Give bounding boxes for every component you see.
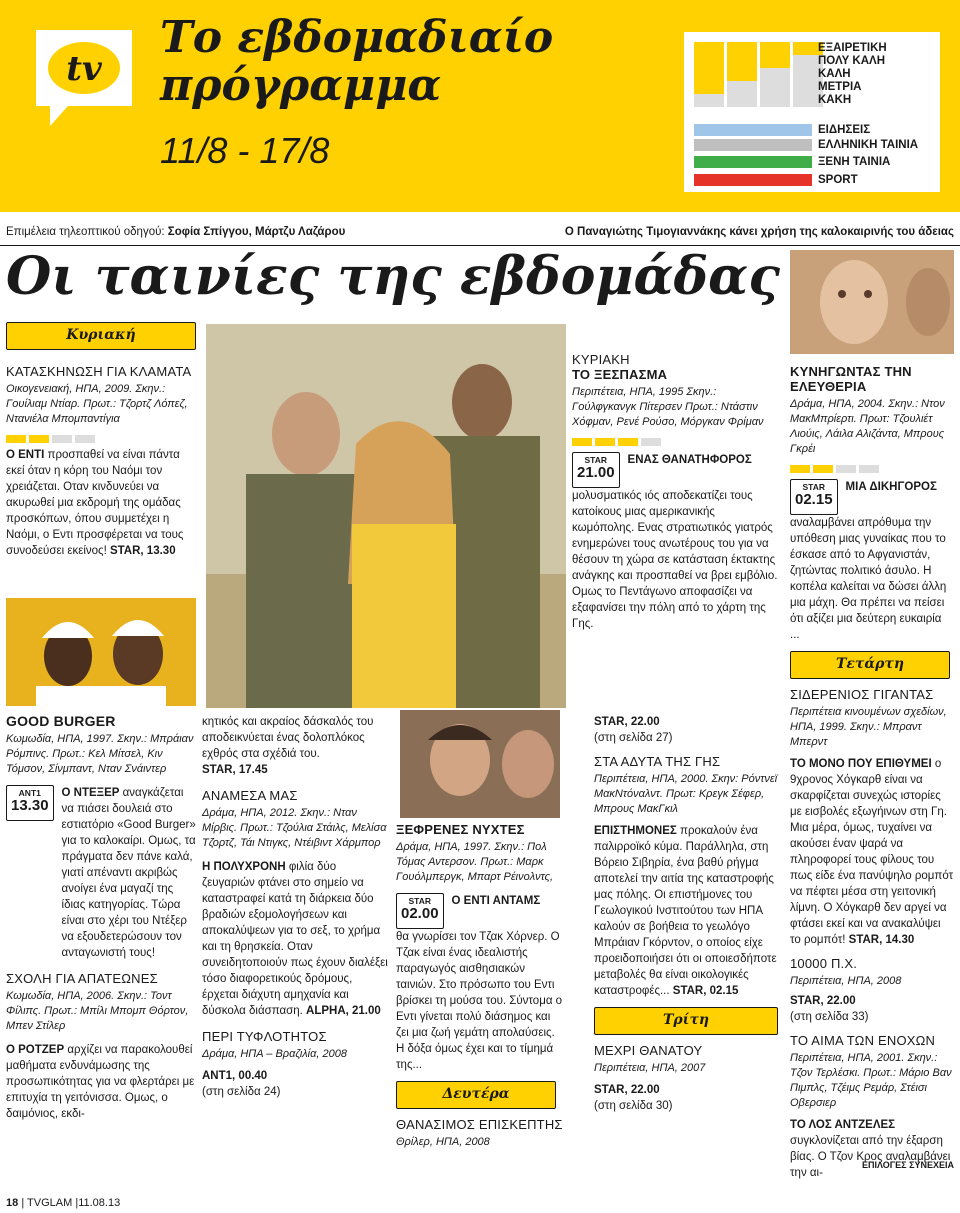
movie-title: ΚΥΝΗΓΩΝΤΑΣ ΤΗΝ ΕΛΕΥΘΕΡΙΑ	[790, 364, 912, 394]
movie-slot: STAR, 13.30	[109, 545, 176, 557]
movie-title: ΤΟ ΞΕΣΠΑΣΜΑ	[572, 367, 668, 382]
channel-badge: STAR 02.15	[790, 479, 838, 515]
logo-text: tv	[66, 49, 102, 89]
movie-meta: Δράμα, ΗΠΑ, 2004. Σκην.: Ντον ΜακΜπρίερτι. Πρωτ: Τζουλιέτ Λιούις, Λάιλα Αλιζάντα, Μπρους Γκρέι	[790, 398, 945, 455]
genre-greek-film: ΕΛΛΗΝΙΚΗ ΤΑΙΝΙΑ	[818, 139, 919, 151]
rating-bad: ΚΑΚΗ	[818, 94, 852, 106]
movie-meta: Περιπέτεια, ΗΠΑ, 2008	[790, 975, 902, 987]
page-number: 18	[6, 1197, 19, 1209]
channel-badge: STAR 21.00	[572, 452, 620, 488]
column-4	[594, 714, 780, 1114]
movie-title: ΣΧΟΛΗ ΓΙΑ ΑΠΑΤΕΩΝΕΣ	[6, 971, 158, 986]
movie-slot: ALPHA, 21.00	[306, 1005, 381, 1017]
movie-description: κητικός και ακραίος δάσκαλός του αποδεικνύεται ένας δολοπλόκος εχθρός στα σχέδιά του.	[202, 716, 374, 760]
movie-meta: Κωμωδία, ΗΠΑ, 2006. Σκην.: Τοντ Φίλιπς. Πρωτ.: Μπίλι Μπομπ Θόρτον, Μπεν Στίλερ	[6, 990, 189, 1032]
page-reference: (στη σελίδα 27)	[594, 732, 673, 744]
movie-description: αναλαμβάνει απρόθυμα την υπόθεση μιας γυναίκας που το έσκασε από το Αφγανιστάν, ζητώντας πολιτικό άσυλο. Η κοπέλα καλείται να δώσει άλλη μια μάχη. Θα πρέπει να πείσει ότι αξίζει μια δεύτερη ευκαιρία ...	[790, 517, 947, 641]
movie-description: ΤΟ ΛΟΣ ΑΝΤΖΕΛΕΣ συγκλονίζεται από την έξαρση βίας. Ο Τζον Κρος αναλαμβάνει την αι-	[790, 1119, 951, 1179]
movie-meta: Περιπέτεια, ΗΠΑ, 2007	[594, 1062, 706, 1074]
continued-label: ΕΠΙΛΟΓΕΣ ΣΥΝΕΧΕΙΑ	[862, 1160, 954, 1170]
movie-description: μολυσματικός ιός αποδεκατίζει τους κατοίκους μιας αμερικανικής κωμόπολης. Ενας στρατιωτικός γιατρός ενημερώνει τους ανωτέρους του για να θέσουν τη χώρα σε κατάσταση έκτακτης ανάγκης και προσπαθεί να βρει εμβόλιο. Ομως το Πεντάγωνο αποφασίζει να εξαφανίσει την πόλη από το χάρτη της Γης.	[572, 490, 778, 630]
genre-bar-foreign-film	[694, 156, 812, 168]
movie-slot: STAR, 22.00	[790, 995, 856, 1007]
genre-bar-greek-film	[694, 139, 812, 151]
movie-slot: STAR, 14.30	[848, 934, 915, 946]
day-header-wednesday: Τετάρτη	[790, 651, 950, 679]
column-2	[202, 714, 390, 1100]
day-header-sunday: Κυριακή	[6, 322, 196, 350]
magazine-name: TVGLAM	[27, 1197, 73, 1209]
page-reference: (στη σελίδα 33)	[790, 1011, 869, 1023]
section-title: Οι ταινίες της εβδομάδας	[6, 246, 780, 307]
movie-meta: Δράμα, ΗΠΑ, 2012. Σκην.: Νταν Μίρβις. Πρωτ.: Τζούλια Στάιλς, Μελίσα Τζορτζ, Τάι Ντιγκς, Ντέιβιντ Χάρμπορ	[202, 807, 387, 849]
movie-description: αναγκάζεται να πιάσει δουλειά στο εστιατόριο «Good Burger» για το καλοκαίρι. Ομως, τα πράγματα δεν πάνε καλά, γιατί απέναντι ακριβώς ανοίγει ένα μαγαζί της ίδιας κατηγορίας. Τώρα είναι στο χέρι του Ντέξερ να εξουδετερώσουν τον ανταγωνιστή τους!	[61, 787, 196, 959]
movie-slot: STAR, 17.45	[202, 764, 268, 776]
page-footer: 18 | TVGLAM |11.08.13	[6, 1197, 121, 1209]
movie-description: Η ΠΟΛΥΧΡΟΝΗ φιλία δύο ζευγαριών φτάνει στο σημείο να καταστραφεί κατά τη διάρκεια δύο βραδιών εξομολογήσεων και αποκαλύψεων για το σεξ, το χρήμα και τη θρησκεία. Οταν συνειδητοποιούν πως έχουν διαλέξει τόσο διαφορετικούς δρόμους, έρχεται διάχυτη αμηχανία και δύσκολα διάσπαση. ALPHA, 21.00	[202, 861, 388, 1017]
program-title: Το εβδομαδιαίο πρόγραμμα	[160, 12, 554, 111]
issue-date: 11.08.13	[78, 1197, 121, 1209]
column-1	[6, 364, 198, 559]
tv-logo	[28, 22, 140, 134]
day-header-tuesday: Τρίτη	[594, 1007, 778, 1035]
movie-title: ΞΕΦΡΕΝΕΣ ΝΥΧΤΕΣ	[396, 822, 525, 837]
movie-meta: Περιπέτεια, ΗΠΑ, 1995 Σκην.: Γούλφγκανγκ Πίτερσεν Πρωτ.: Ντάστιν Χόφμαν, Ρενέ Ρούσο, Μόργκαν Φρίμαν	[572, 386, 764, 428]
movie-description: ΕΠΙΣΤΗΜΟΝΕΣ προκαλούν ένα παλιρροϊκό κύμα. Παράλληλα, στη Βόρειο Σιβηρία, ένα βαθύ ρήγμα αποτελεί την αιτία της καταστροφής μας πόλης. Οι επιστήμονες του Γεωλογικού Ινστιτούτου των ΗΠΑ καλούν σε βοήθεια το γεωλόγο Μπράιαν Γκόρντον, ο οποίος είχε προειδοποιήσει ότι οι οποιεσδήποτε μεταβολές θα είναι οικολογικές καταστροφές... STAR, 02.15	[594, 825, 777, 997]
movie-description: θα γνωρίσει τον Τζακ Χόρνερ. Ο Τζακ είναι ένας ιδεαλιστής παραγωγός αισθησιακών ταινιών. Στο πρόσωπο του Εντι βρίσκει τη μούσα του. Σύντομα ο Εντι γίνεται πολύ διάσημος και ζει μια ζωή γεμάτη απολαύσεις. Η δόξα όμως έχει και το τίμημά της...	[396, 931, 563, 1071]
column-5: ΚΥΝΗΓΩΝΤΑΣ ΤΗΝ ΕΛΕΥΘΕΡΙΑ Δράμα, ΗΠΑ, 2004. Σκην.: Ντον ΜακΜπρίερτι. Πρωτ: Τζουλιέτ Λιούις, Λάιλα Αλιζάντα, Μπρους Γκρέι STAR 02.15 ΜΙΑ ΔΙΚΗΓΟΡΟΣ αναλαμβάνει απρόθυμα την υπόθεση μιας γυναίκας που το έσκασε από το Αφγανιστάν, ζητώντας πολιτικό άσυλο. Η κοπέλα καλείται να δώσει άλλη μια μάχη. Θα πρέπει να πείσει ότι αξίζει μια δεύτερη ευκαιρία ... Τετάρτη ΣΙΔΕΡΕΝΙΟΣ ΓΙΓΑΝΤΑΣ Περιπέτεια κινουμένων σχεδίων, ΗΠΑ, 1999. Σκην.: Μπραντ Μπερντ ΤΟ ΜΟΝΟ ΠΟΥ ΕΠΙΘΥΜΕΙ ο 9χρονος Χόγκαρθ είναι να σκαρφίζεται συνεχώς ιστορίες με εισβολές εξωγήινων στη Γη. Μια μέρα, όμως, τυχαίνει να ακούσει έναν ψαρά να πληροφορεί τους φίλους του πως είδε ένα πανύψηλο ρομπότ να πέφτει μέσα στη γειτονική λίμνη. Ο Χόγκαρθ δεν αργεί να φτάσει εκεί και να ανακαλύψει το ρομπότ! STAR, 14.30 10000 Π.Χ. Περιπέτεια, ΗΠΑ, 2008 STAR, 22.00 (στη σελίδα 33) ΤΟ ΑΙΜΑ ΤΩΝ ΕΝΟΧΩΝ Περιπέτεια, ΗΠΑ, 2001. Σκην.: Τζον Τερλέσκι. Πρωτ.: Μάριο Βαν Πιμπλς, Τζέιμς Ρεμάρ, Στέισι Οβερσιερ ΤΟ ΛΟΣ ΑΝΤΖΕΛΕΣ συγκλονίζεται από την έξαρση βίας. Ο Τζον Κρος αναλαμβάνει την αι-	[790, 364, 954, 1179]
movie-meta: Περιπέτεια κινουμένων σχεδίων, ΗΠΑ, 1999. Σκην.: Μπραντ Μπερντ	[790, 706, 947, 748]
rating-excellent: ΕΞΑΙΡΕΤΙΚΗ	[818, 42, 887, 54]
movie-slot: STAR, 22.00	[594, 1084, 660, 1096]
movie-slot: ANT1, 00.40	[202, 1070, 268, 1082]
movie-description: Ο ΡΟΤΖΕΡ αρχίζει να παρακολουθεί μαθήματα ενδυνάμωσης της προσωπικότητας για να φλερτάρει με επιτυχία τη γειτόνισσα. Ομως, ο δαιμόνιος, εκδι-	[6, 1044, 195, 1120]
channel-badge: STAR 02.00	[396, 893, 444, 929]
movie-meta: Οικογενειακή, ΗΠΑ, 2009. Σκην.: Γουίλιαμ Ντίαρ. Πρωτ.: Τζορτζ Λόπεζ, Ντανιέλα Μπομπαντίγια	[6, 383, 188, 425]
movie-meta: Περιπέτεια, ΗΠΑ, 2000. Σκην: Ρόντνεϊ ΜακΝτόναλντ. Πρωτ: Κρεγκ Σέφερ, Μπρους ΜακΓκιλ	[594, 773, 778, 815]
genre-bar-sport	[694, 174, 812, 186]
column-3-lower: ΞΕΦΡΕΝΕΣ ΝΥΧΤΕΣ Δράμα, ΗΠΑ, 1997. Σκην.: Πολ Τόμας Αντερσον. Πρωτ.: Μαρκ Γουόλμπεργκ, Μπαρτ Ρέινολντς, STAR 02.00 Ο ΕΝΤΙ ΑΝΤΑΜΣ θα γνωρίσει τον Τζακ Χόρνερ. Ο Τζακ είναι ένας ιδεαλιστής παραγωγός αισθησιακών ταινιών. Στο πρόσωπο του Εντι βρίσκει τη μούσα του. Σύντομα ο Εντι γίνεται πολύ διάσημος και ζει μια ζωή γεμάτη απολαύσεις. Η δόξα όμως έχει και το τίμημά της... Δευτέρα ΘΑΝΑΣΙΜΟΣ ΕΠΙΣΚΕΠΤΗΣ Θρίλερ, ΗΠΑ, 2008	[396, 822, 563, 1148]
movie-title: 10000 Π.Χ.	[790, 956, 858, 971]
movie-title: ΣΙΔΕΡΕΝΙΟΣ ΓΙΓΑΝΤΑΣ	[790, 687, 934, 702]
credits: Επιμέλεια τηλεοπτικού οδηγού: Σοφία Σπίγγου, Μάρτζυ Λαζάρου	[6, 226, 346, 238]
movie-meta: Δράμα, ΗΠΑ, 1997. Σκην.: Πολ Τόμας Αντερσον. Πρωτ.: Μαρκ Γουόλμπεργκ, Μπαρτ Ρέινολντς,	[396, 841, 554, 883]
movie-title: ΘΑΝΑΣΙΜΟΣ ΕΠΙΣΚΕΠΤΗΣ	[396, 1117, 563, 1132]
movie-title: ΣΤΑ ΑΔΥΤΑ ΤΗΣ ΓΗΣ	[594, 754, 721, 769]
program-dates: 11/8 - 17/8	[160, 130, 330, 171]
movie-meta: Κωμωδία, ΗΠΑ, 1997. Σκην.: Μπράιαν Ρόμπινς. Πρωτ.: Κελ Μίτσελ, Κιν Τόμσον, Σίνμπαντ, Νταν Σνάιντερ	[6, 733, 194, 775]
genre-bar-news	[694, 124, 812, 136]
page-reference: (στη σελίδα 24)	[202, 1086, 281, 1098]
movie-slot: STAR, 22.00	[594, 716, 660, 728]
channel-badge: ANT1 13.30	[6, 785, 54, 821]
rating-good: ΚΑΛΗ	[818, 68, 851, 80]
movie-title: ΤΟ ΑΙΜΑ ΤΩΝ ΕΝΟΧΩΝ	[790, 1033, 936, 1048]
page-reference: (στη σελίδα 30)	[594, 1100, 673, 1112]
day-header-monday: Δευτέρα	[396, 1081, 556, 1109]
movie-slot: STAR, 02.15	[672, 985, 739, 997]
movie-title: GOOD BURGER	[6, 713, 116, 729]
rating-very-good: ΠΟΛΥ ΚΑΛΗ	[818, 55, 886, 67]
genre-news: ΕΙΔΗΣΕΙΣ	[818, 124, 871, 136]
genre-foreign-film: ΞΕΝΗ ΤΑΙΝΙΑ	[818, 156, 891, 168]
good-burger-photo	[6, 598, 196, 706]
outbreak-photo	[206, 324, 566, 708]
boogie-nights-photo	[400, 710, 560, 818]
ratings-legend	[684, 32, 940, 192]
movie-title: ΠΕΡΙ ΤΥΦΛΟΤΗΤΟΣ	[202, 1029, 327, 1044]
movie-title: ΚΑΤΑΣΚΗΝΩΣΗ ΓΙΑ ΚΛΑΜΑΤΑ	[6, 364, 192, 379]
headline-note: Ο Παναγιώτης Τιμογιαννάκης κάνει χρήση της καλοκαιρινής του άδειας	[564, 226, 954, 238]
movie-description: ΤΟ ΜΟΝΟ ΠΟΥ ΕΠΙΘΥΜΕΙ ο 9χρονος Χόγκαρθ είναι να σκαρφίζεται συνεχώς ιστορίες με εισβολές εξωγήινων στη Γη. Μια μέρα, όμως, τυχαίνει να ακούσει έναν ψαρά να πληροφορεί τους φίλους του πως είδε ένα πανύψηλο ρομπότ να πέφτει μέσα στη γειτονική λίμνη. Ο Χόγκαρθ δεν αργεί να φτάσει εκεί και να ανακαλύψει το ρομπότ! STAR, 14.30	[790, 758, 954, 946]
column-3: ΚΥΡΙΑΚΗ ΤΟ ΞΕΣΠΑΣΜΑ Περιπέτεια, ΗΠΑ, 1995 Σκην.: Γούλφγκανγκ Πίτερσεν Πρωτ.: Ντάστιν Χόφμαν, Ρενέ Ρούσο, Μόργκαν Φρίμαν STAR 21.00 ΕΝΑΣ ΘΑΝΑΤΗΦΟΡΟΣ μολυσματικός ιός αποδεκατίζει τους κατοίκους μιας αμερικανικής κωμόπολης. Ενας στρατιωτικός γιατρός ενημερώνει τους ανωτέρους του για να θέσουν τη χώρα σε κατάσταση έκτακτης ανάγκης και προσπαθεί να βρει εμβόλιο. Ομως το Πεντάγωνο αποφασίζει να εξαφανίσει την πόλη από το χάρτη της Γης.	[572, 352, 780, 632]
column-1-lower: GOOD BURGER Κωμωδία, ΗΠΑ, 1997. Σκην.: Μπράιαν Ρόμπινς. Πρωτ.: Κελ Μίτσελ, Κιν Τόμσον, Σίνμπαντ, Νταν Σνάιντερ ANT1 13.30 Ο ΝΤΕΞΕΡ αναγκάζεται να πιάσει δουλειά στο εστιατόριο «Good Burger» για το καλοκαίρι. Ομως, τα πράγματα δεν πάνε καλά, γιατί απέναντι ακριβώς ανοίγει ένα μαγαζί της ίδιας κατηγορίας. Τώρα είναι στο χέρι του Ντέξερ να εξουδετερώσουν τον ανταγωνιστή τους! ΣΧΟΛΗ ΓΙΑ ΑΠΑΤΕΩΝΕΣ Κωμωδία, ΗΠΑ, 2006. Σκην.: Τοντ Φίλιπς. Πρωτ.: Μπίλι Μπομπ Θόρτον, Μπεν Στίλερ Ο ΡΟΤΖΕΡ αρχίζει να παρακολουθεί μαθήματα ενδυνάμωσης της προσωπικότητας για να φλερτάρει με επιτυχία τη γειτόνισσα. Ομως, ο δαιμόνιος, εκδι-	[6, 714, 198, 1122]
genre-sport: SPORT	[818, 174, 858, 186]
movie-meta: Περιπέτεια, ΗΠΑ, 2001. Σκην.: Τζον Τερλέσκι. Πρωτ.: Μάριο Βαν Πιμπλς, Τζέιμς Ρεμάρ, Στέισι Οβερσιερ	[790, 1052, 952, 1109]
rating-average: ΜΕΤΡΙΑ	[818, 81, 862, 93]
movie-meta: Θρίλερ, ΗΠΑ, 2008	[396, 1136, 490, 1148]
movie-day: ΚΥΡΙΑΚΗ	[572, 352, 630, 367]
movie-title: ΜΕΧΡΙ ΘΑΝΑΤΟΥ	[594, 1043, 703, 1058]
movie-title: ΑΝΑΜΕΣΑ ΜΑΣ	[202, 788, 298, 803]
movie-description: Ο ΕΝΤΙ προσπαθεί να είναι πάντα εκεί όταν η κόρη του Ναόμι τον χρειάζεται. Οταν κινδυνεύει να ακυρωθεί μια εκδρομή της ομάδας προσκόπων, όπου συμμετέχει η Ναόμι, ο Εντι προσφέρεται να τους συνοδεύσει εκείνος! STAR, 13.30	[6, 449, 184, 557]
chasing-freedom-photo	[790, 250, 954, 354]
movie-meta: Δράμα, ΗΠΑ – Βραζιλία, 2008	[202, 1048, 347, 1060]
